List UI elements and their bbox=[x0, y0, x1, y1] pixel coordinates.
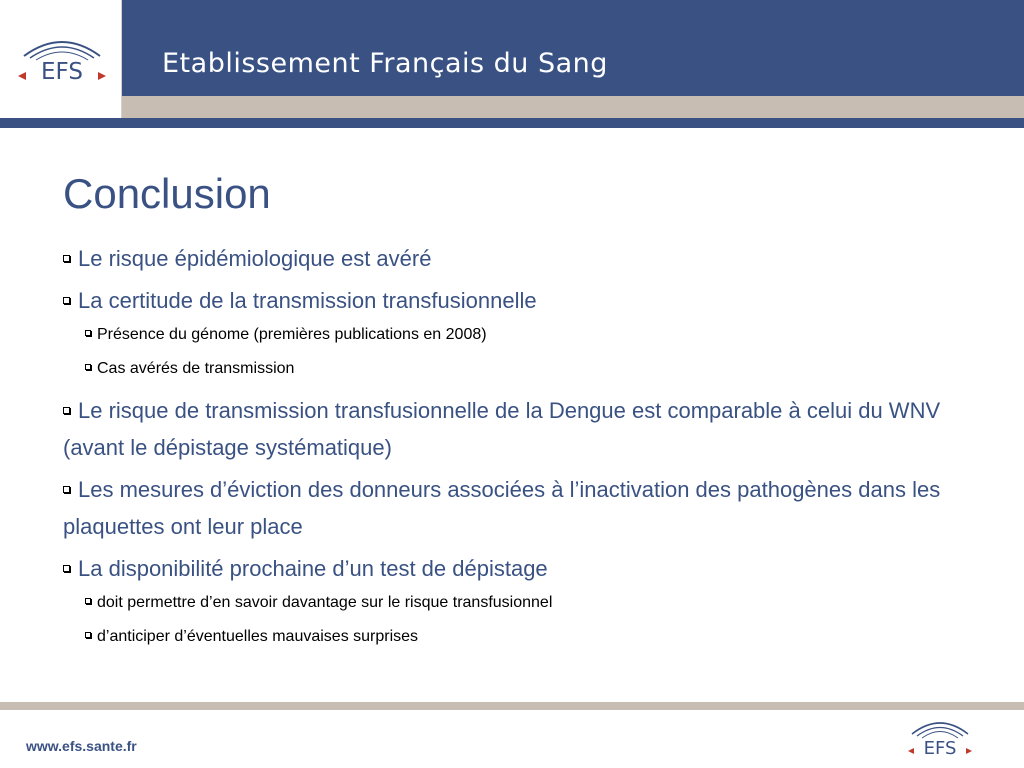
footer-efs-logo bbox=[906, 718, 974, 762]
efs-logo-icon bbox=[906, 718, 974, 762]
square-bullet-icon bbox=[85, 632, 91, 638]
svg-text:EFS: EFS bbox=[923, 738, 957, 759]
sub-list-item: d’anticiper d’éventuelles mauvaises surprises bbox=[63, 626, 993, 648]
bullet-list bbox=[63, 240, 993, 660]
footer-url: www.efs.sante.fr bbox=[26, 738, 137, 754]
logo-container bbox=[0, 0, 122, 118]
square-bullet-icon bbox=[63, 255, 70, 262]
list-item: La certitude de la transmission transfusionnelle bbox=[63, 282, 993, 319]
square-bullet-icon bbox=[85, 330, 91, 336]
slide-header bbox=[0, 0, 1024, 128]
efs-logo bbox=[14, 36, 110, 90]
header-grey-band bbox=[0, 96, 1024, 118]
svg-text:EFS: EFS bbox=[41, 59, 83, 85]
header-bottom-line bbox=[0, 118, 1024, 128]
square-bullet-icon bbox=[85, 364, 91, 370]
efs-logo-icon bbox=[14, 36, 110, 90]
list-item: Le risque épidémiologique est avéré bbox=[63, 240, 993, 277]
page-title: Conclusion bbox=[63, 170, 271, 217]
list-item: Les mesures d’éviction des donneurs associées à l’inactivation des pathogènes dans les plaquettes ont leur place bbox=[63, 477, 941, 539]
sub-list-item: Présence du génome (premières publications en 2008) bbox=[63, 324, 993, 346]
sub-list-item: doit permettre d’en savoir davantage sur le risque transfusionnel bbox=[63, 592, 993, 614]
list-item: La disponibilité prochaine d’un test de dépistage bbox=[63, 550, 993, 587]
footer-band bbox=[0, 702, 1024, 710]
square-bullet-icon bbox=[63, 297, 70, 304]
org-name: Etablissement Français du Sang bbox=[162, 48, 608, 79]
square-bullet-icon bbox=[63, 486, 70, 493]
square-bullet-icon bbox=[85, 598, 91, 604]
list-item: Le risque de transmission transfusionnelle de la Dengue est comparable à celui du WNV (avant le dépistage systématique) bbox=[63, 398, 941, 460]
square-bullet-icon bbox=[63, 565, 70, 572]
sub-list-item: Cas avérés de transmission bbox=[63, 358, 993, 380]
square-bullet-icon bbox=[63, 407, 70, 414]
